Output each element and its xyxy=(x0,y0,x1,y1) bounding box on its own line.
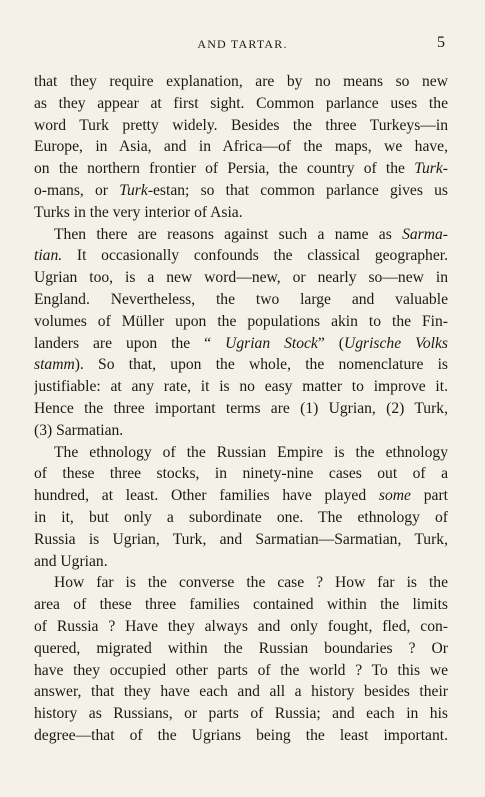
text-line xyxy=(34,529,448,551)
text-segment: justifiable: at any rate, it is no easy matter to improve it. xyxy=(34,378,448,396)
text-segment: o-mans, or xyxy=(34,181,120,199)
text-segment: part xyxy=(410,487,448,505)
italic-text: Sarma- xyxy=(402,225,448,243)
text-segment: Russia is Ugrian, Turk, and Sarmatian—Sarmatian, Turk, xyxy=(34,530,448,548)
text-line xyxy=(34,594,448,616)
text-line xyxy=(34,333,448,355)
text-segment: ” ( xyxy=(317,334,344,352)
italic-text: stamm xyxy=(34,356,75,374)
text-segment: Then there are reasons against such a name as xyxy=(54,225,403,243)
text-segment: volumes of Müller upon the populations akin to the Fin- xyxy=(34,312,448,330)
text-segment: on the northern frontier of Persia, the country of the xyxy=(34,160,415,178)
text-segment: history as Russians, or parts of Russia; and each in his xyxy=(34,705,448,723)
text-line xyxy=(34,376,448,398)
paragraph xyxy=(34,442,448,573)
text-line xyxy=(34,507,448,529)
text-segment: and Ugrian. xyxy=(34,552,108,570)
text-line xyxy=(34,681,448,703)
running-head xyxy=(0,34,485,54)
text-line xyxy=(34,463,448,485)
body-text xyxy=(34,71,448,747)
text-line xyxy=(34,660,448,682)
italic-text: Turk xyxy=(119,181,148,199)
text-line xyxy=(34,115,448,137)
text-segment: England. Nevertheless, the two large and valuable xyxy=(34,290,448,308)
text-segment: answer, that they have each and all a history besides their xyxy=(34,683,448,701)
text-segment: Turks in the very interior of Asia. xyxy=(34,203,243,221)
text-segment: as they appear at first sight. Common parlance uses the xyxy=(34,94,448,112)
text-segment: area of these three families contained within the limits xyxy=(34,596,448,614)
text-line xyxy=(34,638,448,660)
text-segment: of these three stocks, in ninety-nine cases out of a xyxy=(34,465,448,483)
italic-text: tian. xyxy=(34,247,63,265)
text-line xyxy=(34,289,448,311)
text-line xyxy=(34,485,448,507)
text-segment: word Turk pretty widely. Besides the three Turkeys—in xyxy=(34,116,448,134)
text-segment: have they occupied other parts of the world ? To this we xyxy=(34,661,448,679)
paragraph xyxy=(34,71,448,224)
paragraph xyxy=(34,224,448,442)
italic-text: Ugrian Stock xyxy=(225,334,318,352)
italic-text: Ugrische Volks xyxy=(343,334,448,352)
text-segment: that they require explanation, are by no means so new xyxy=(34,73,448,90)
text-segment: quered, migrated within the Russian boundaries ? Or xyxy=(34,639,448,657)
text-line xyxy=(34,725,448,747)
text-line xyxy=(34,420,448,442)
text-line xyxy=(34,180,448,202)
running-title: AND TARTAR. xyxy=(197,37,288,51)
text-line xyxy=(34,703,448,725)
text-segment: degree—that of the Ugrians being the least important. xyxy=(34,726,448,744)
italic-text: Turk- xyxy=(414,160,448,178)
text-line xyxy=(34,245,448,267)
text-segment: (3) Sarmatian. xyxy=(34,421,124,439)
text-line xyxy=(34,71,448,93)
text-segment: How far is the converse the case ? How far is the xyxy=(54,574,448,592)
text-segment: ). So that, upon the whole, the nomenclature is xyxy=(74,356,448,374)
text-segment: The ethnology of the Russian Empire is the ethnology xyxy=(54,443,448,461)
text-segment: of Russia ? Have they always and only fought, fled, con- xyxy=(34,617,448,635)
text-segment: in it, but only a subordinate one. The ethnology of xyxy=(34,508,448,526)
text-line xyxy=(34,311,448,333)
text-segment: -estan; so that common parlance gives us xyxy=(147,181,448,199)
text-line xyxy=(34,224,448,246)
page-number: 5 xyxy=(437,34,445,51)
text-line xyxy=(34,202,448,224)
text-line xyxy=(34,354,448,376)
text-line xyxy=(34,442,448,464)
text-line xyxy=(34,572,448,594)
text-segment: It occasionally confounds the classical geographer. xyxy=(62,247,448,265)
text-segment: landers are upon the “ xyxy=(34,334,226,352)
text-line xyxy=(34,158,448,180)
text-line xyxy=(34,136,448,158)
text-line xyxy=(34,267,448,289)
paragraph xyxy=(34,572,448,746)
text-segment: hundred, at least. Other families have played xyxy=(34,487,379,505)
text-line xyxy=(34,551,448,573)
text-segment: Europe, in Asia, and in Africa—of the maps, we have, xyxy=(34,138,448,156)
text-line xyxy=(34,398,448,420)
text-line xyxy=(34,616,448,638)
text-segment: Hence the three important terms are (1) Ugrian, (2) Turk, xyxy=(34,399,448,417)
text-segment: Ugrian too, is a new word—new, or nearly so—new in xyxy=(34,269,448,287)
italic-text: some xyxy=(378,487,411,505)
text-line xyxy=(34,93,448,115)
